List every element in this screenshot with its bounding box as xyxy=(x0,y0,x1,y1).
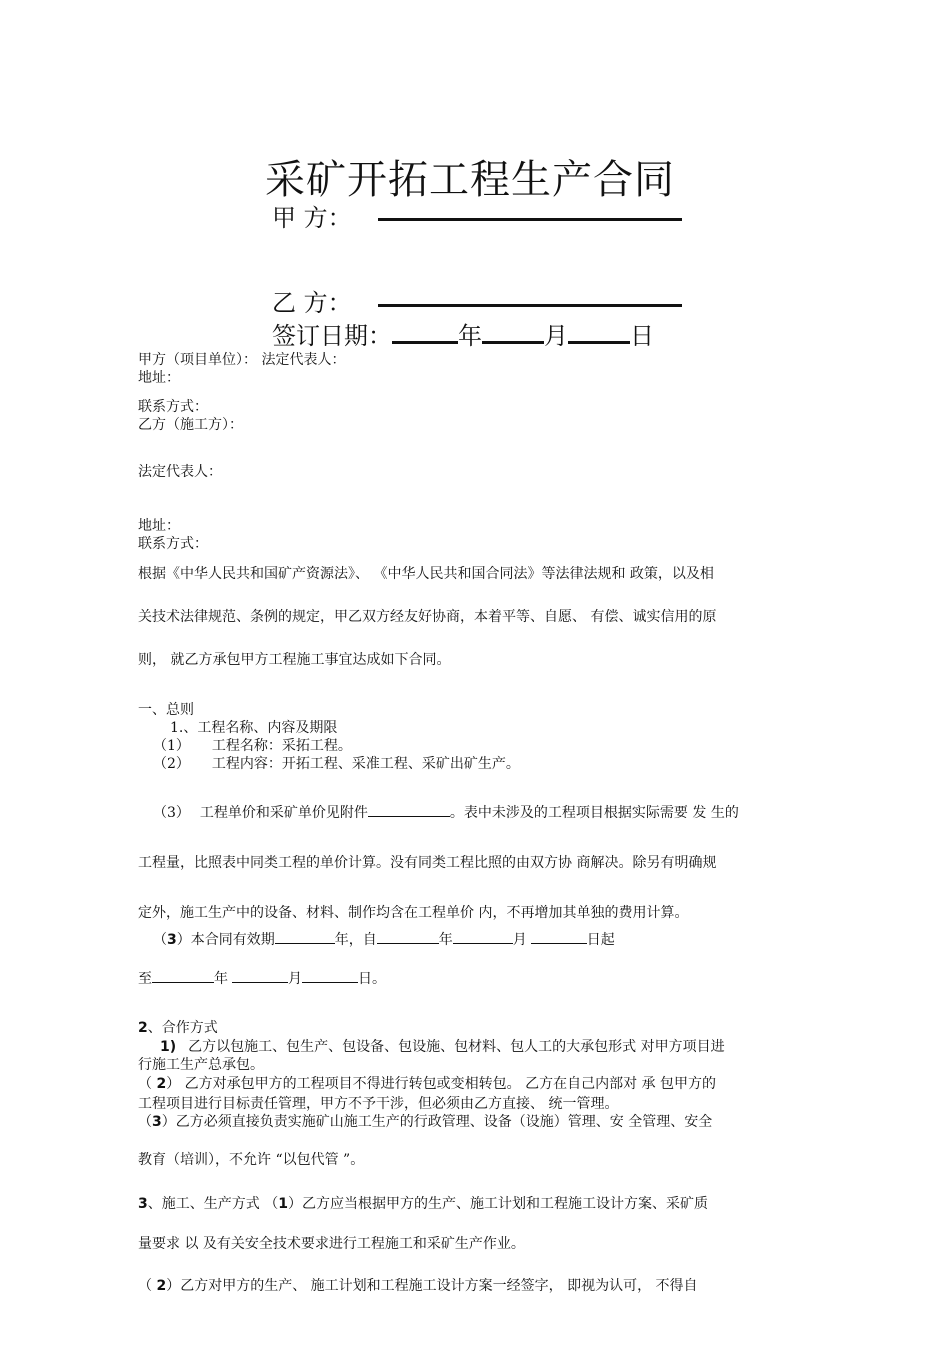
section-1-heading: 一、总则 xyxy=(138,702,194,718)
section-2-p1-line-2: 行施工生产总承包。 xyxy=(138,1057,264,1073)
item-2 xyxy=(153,756,520,772)
section-3-title: 、施工、生产方式 （ xyxy=(147,1196,279,1212)
section-2-p3-line-1 xyxy=(138,1114,712,1130)
annex-blank xyxy=(368,804,450,817)
validity-open: （ xyxy=(153,932,167,948)
party-a-label: 甲 方： xyxy=(272,204,352,232)
item-2-number: （2） xyxy=(153,756,190,772)
section-2-title: 、合作方式 xyxy=(147,1020,218,1036)
section-3-p1-text: ）乙方应当根据甲方的生产、施工计划和工程施工设计方案、采矿质 xyxy=(287,1196,708,1212)
year-blank xyxy=(392,319,458,344)
sign-date-label: 签订日期： xyxy=(272,322,392,350)
month-blank xyxy=(482,319,544,344)
section-2-p1-text: 乙方以包施工、包生产、包设备、包设施、包材料、包人工的大承包形式 对甲方项目进 xyxy=(188,1039,725,1055)
validity-end-month-blank xyxy=(232,970,288,983)
day-blank xyxy=(568,319,630,344)
validity-start-year-blank xyxy=(377,931,439,944)
day-label: 日 xyxy=(630,322,654,350)
section-2-p1-number: 1) xyxy=(160,1039,177,1055)
party-b-address: 地址： xyxy=(138,518,180,534)
validity-text-e: 日起 xyxy=(586,932,615,948)
section-3-p2-text: ）乙方对甲方的生产、 施工计划和工程施工设计方案一经签字， 即视为认可， 不得自 xyxy=(166,1278,698,1294)
party-b-label: 乙 方： xyxy=(272,289,352,317)
section-2-heading xyxy=(138,1020,218,1036)
section-3-number: 3 xyxy=(138,1196,148,1212)
section-2-number: 2 xyxy=(138,1020,148,1036)
section-3-p2-line-1 xyxy=(138,1278,698,1294)
party-b-contact: 联系方式： xyxy=(138,536,208,552)
validity-number: 3 xyxy=(167,932,177,948)
validity-end-text-c: 月 xyxy=(288,971,302,987)
validity-text-c: 年 xyxy=(438,932,453,948)
section-2-p3-number: 3 xyxy=(152,1114,162,1130)
section-3-heading xyxy=(138,1196,708,1212)
party-a-unit: 甲方（项目单位）： 法定代表人： xyxy=(138,352,346,368)
item-1 xyxy=(153,738,352,754)
party-b-unit: 乙方（施工方）： xyxy=(138,417,243,433)
party-a-blank xyxy=(378,218,682,221)
item-3-line-2: 工程量，比照表中同类工程的单价计算。没有同类工程比照的由双方协 商解决。除另有明确规 xyxy=(138,855,717,871)
item-1-number: （1） xyxy=(153,738,190,754)
section-3-p1-number: 1 xyxy=(278,1196,288,1212)
section-3-p1-line-2: 量要求 以 及有关安全技术要求进行工程施工和采矿生产作业。 xyxy=(138,1236,525,1252)
section-2-p3-open: （ xyxy=(138,1114,152,1130)
section-2-p3-line-2: 教育（培训），不允许 “以包代管 ”。 xyxy=(138,1152,365,1168)
party-a-row xyxy=(272,198,352,233)
validity-line xyxy=(153,931,615,948)
item-1-text: 工程名称：采拓工程。 xyxy=(211,738,352,754)
year-label: 年 xyxy=(458,322,482,350)
section-3-p2-number: 2 xyxy=(156,1278,167,1294)
preamble-line-2: 关技术法律规范、条例的规定，甲乙双方经友好协商，本着平等、自愿、 有偿、诚实信用的原 xyxy=(138,609,717,625)
validity-text-a: ）本合同有效期 xyxy=(176,932,275,948)
party-b-representative: 法定代表人： xyxy=(138,464,222,480)
validity-end-text-d: 日。 xyxy=(358,971,386,987)
party-b-blank xyxy=(378,304,682,307)
item-3-line-1 xyxy=(153,804,739,821)
sign-date-row xyxy=(272,316,654,351)
party-a-address: 地址： xyxy=(138,370,180,386)
validity-end-line xyxy=(138,970,386,987)
party-a-contact: 联系方式： xyxy=(138,399,208,415)
validity-text-b: 年，自 xyxy=(334,932,377,948)
validity-text-d: 月 xyxy=(512,932,527,948)
document-title: 采矿开拓工程生产合同 xyxy=(265,157,675,203)
preamble-line-3: 则， 就乙方承包甲方工程施工事宜达成如下合同。 xyxy=(138,652,451,668)
validity-end-text-b: 年 xyxy=(214,971,228,987)
validity-end-text-a: 至 xyxy=(138,971,152,987)
item-3-text-a: 工程单价和采矿单价见附件 xyxy=(199,805,368,821)
section-2-p2-open: （ xyxy=(138,1076,157,1092)
section-2-p2-text: ） 乙方对承包甲方的工程项目不得进行转包或变相转包。 乙方在自己内部对 承 包甲方的 xyxy=(166,1076,717,1092)
section-2-p3-text: ）乙方必须直接负责实施矿山施工生产的行政管理、设备（设施）管理、安 全管理、安全 xyxy=(161,1114,713,1130)
validity-years-blank xyxy=(275,931,335,944)
preamble-line-1: 根据《中华人民共和国矿产资源法》、 《中华人民共和国合同法》等法律法规和 政策，以及相 xyxy=(138,566,714,582)
item-3-number: （3） xyxy=(153,805,190,821)
section-2-p2-line-1 xyxy=(138,1076,716,1092)
party-b-row xyxy=(272,283,352,318)
validity-start-day-blank xyxy=(531,931,587,944)
item-2-text: 工程内容：开拓工程、采准工程、采矿出矿生产。 xyxy=(211,756,520,772)
section-3-p2-open: （ xyxy=(138,1278,157,1294)
section-2-p1-line-1 xyxy=(160,1039,725,1055)
month-label: 月 xyxy=(544,322,568,350)
item-3-line-3: 定外，施工生产中的设备、材料、制作均含在工程单价 内，不再增加其单独的费用计算。 xyxy=(138,905,689,921)
item-3-text-b: 。表中未涉及的工程项目根据实际需要 发 生的 xyxy=(449,805,739,821)
validity-end-day-blank xyxy=(302,970,358,983)
validity-start-month-blank xyxy=(453,931,513,944)
validity-end-year-blank xyxy=(152,970,214,983)
section-1-sub-heading: 1.、工程名称、内容及期限 xyxy=(170,720,338,736)
section-2-p2-number: 2 xyxy=(156,1076,167,1092)
section-2-p2-line-2: 工程项目进行目标责任管理，甲方不予干涉，但必须由乙方直接、 统一管理。 xyxy=(138,1096,619,1112)
